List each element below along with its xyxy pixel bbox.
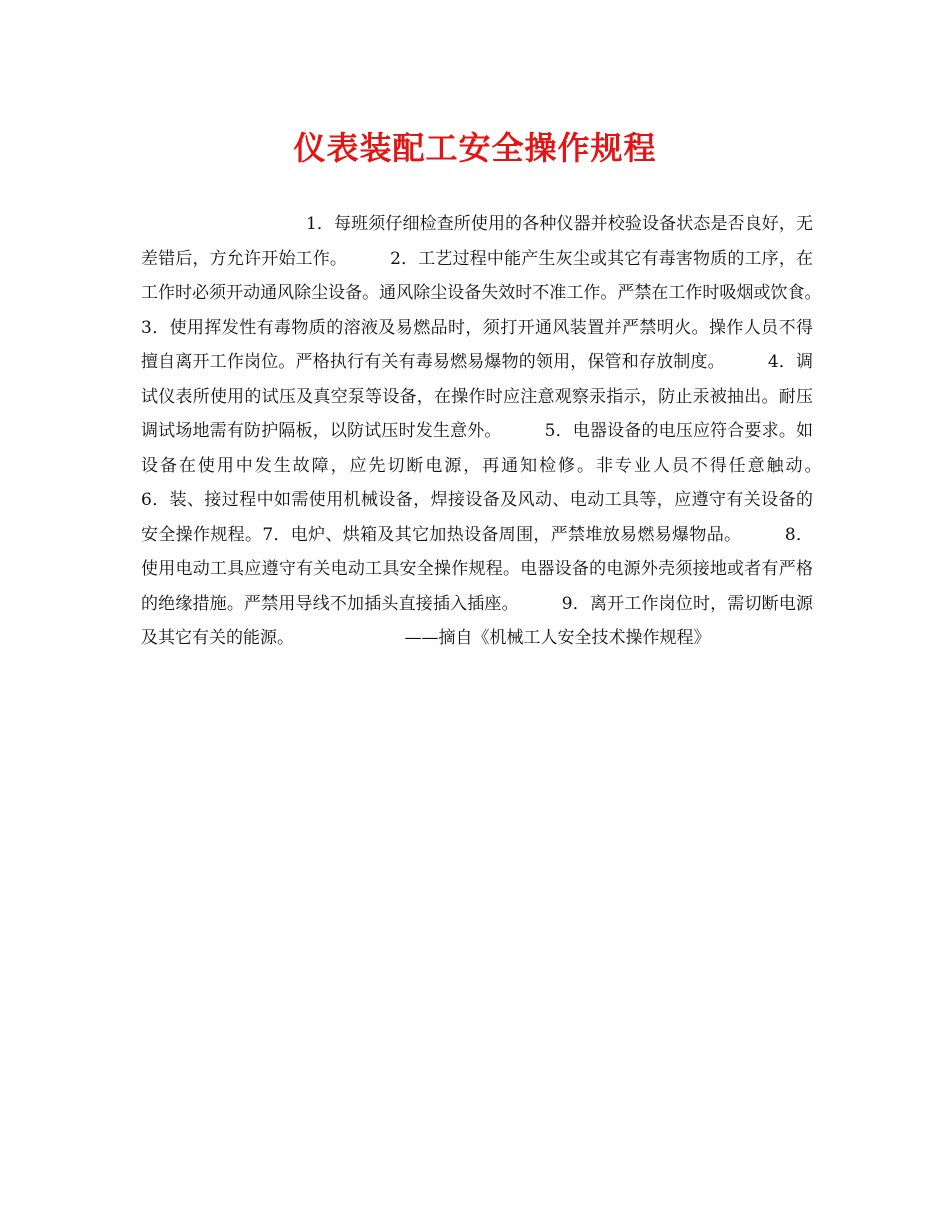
rule-item-4: 4．调试仪表所使用的试压及真空泵等设备，在操作时应注意观察汞指示，防止汞被抽出。耐压调试场地需有防护隔板，以防试压时发生意外。 bbox=[141, 352, 814, 441]
rule-item-6: 6．装、接过程中如需使用机械设备，焊接设备及风动、电动工具等，应遵守有关设备的安全操作规程。 bbox=[141, 490, 813, 545]
rule-item-7: 7．电炉、烘箱及其它加热设备周围，严禁堆放易燃易爆物品。 bbox=[262, 524, 733, 545]
document-title: 仪表装配工安全操作规程 bbox=[293, 129, 657, 167]
rule-item-2: 2．工艺过程中能产生灰尘或其它有毒害物质的工序，在工作时必须开动通风除尘设备。通风除尘设备失效时不准工作。严禁在工作时吸烟或饮食。 bbox=[141, 248, 813, 303]
source-citation: ——摘自《机械工人安全技术操作规程》 bbox=[404, 628, 711, 648]
document-body bbox=[141, 207, 813, 656]
rule-item-9: 9．离开工作岗位时，需切断电源及其它有关的能源。 bbox=[141, 593, 813, 648]
rule-item-5: 5．电器设备的电压应符合要求。如设备在使用中发生故障，应先切断电源，再通知检修。非专业人员不得任意触动。 bbox=[141, 421, 813, 476]
rule-item-8: 8．使用电动工具应遵守有关电动工具安全操作规程。电器设备的电源外壳须接地或者有严格的绝缘措施。严禁用导线不加插头直接插入插座。 bbox=[141, 524, 814, 614]
rule-item-3: 3．使用挥发性有毒物质的溶液及易燃品时，须打开通风装置并严禁明火。操作人员不得擅自离开工作岗位。严格执行有关有毒易燃易爆物的领用，保管和存放制度。 bbox=[141, 317, 813, 372]
rule-item-1: 1．每班须仔细检查所使用的各种仪器并校验设备状态是否良好，无差错后，方允许开始工作。 bbox=[141, 214, 813, 269]
